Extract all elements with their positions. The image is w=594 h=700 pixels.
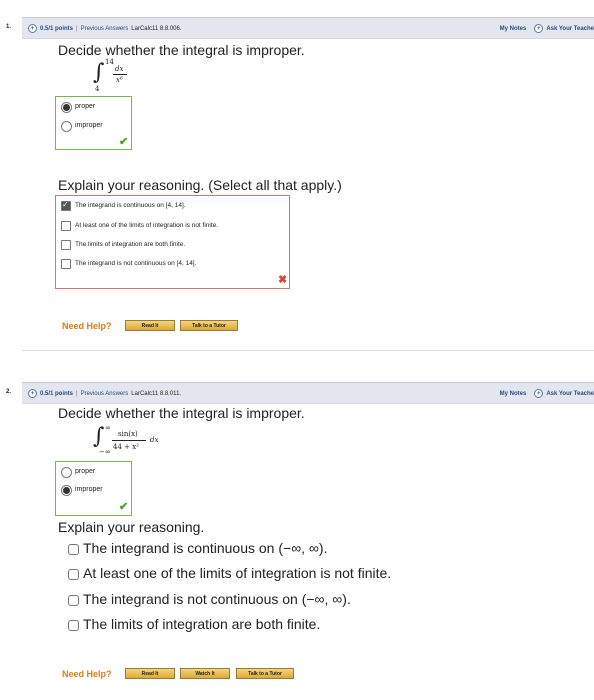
integral-dx: dx xyxy=(150,436,159,444)
ask-label: Ask Your Teache xyxy=(546,390,594,397)
q1-number: 1. xyxy=(6,24,12,30)
section-divider xyxy=(22,350,594,351)
q2-radio-proper[interactable] xyxy=(61,467,72,478)
q1-read-it-button[interactable]: Read It xyxy=(125,320,175,331)
q2-reason-4: The limits of integration are both finite. xyxy=(83,616,321,632)
q1-reason-3: The limits of integration are both finite. xyxy=(75,241,186,248)
q1-radio-improper[interactable] xyxy=(61,121,72,132)
fraction-bar xyxy=(113,74,127,75)
q1-label-proper: proper xyxy=(75,103,96,110)
integral-lower-limit: 4 xyxy=(95,85,100,93)
integral-numerator: sin(x) xyxy=(118,430,138,438)
correct-check-icon: ✔ xyxy=(119,501,129,513)
ask-label: Ask Your Teache xyxy=(546,25,594,32)
q2-ask-teacher-link[interactable] xyxy=(534,389,594,398)
integral-sign: ∫ xyxy=(93,60,105,85)
q1-reason-checkbox-3[interactable] xyxy=(61,240,71,250)
q2-label-improper: improper xyxy=(75,486,103,493)
q2-reason-2: At least one of the limits of integration is not finite. xyxy=(83,565,392,581)
integral-sign: ∫ xyxy=(93,424,105,449)
q1-choice-box xyxy=(55,96,132,150)
q1-reason-1: The integrand is continuous on [4, 14]. xyxy=(75,202,186,209)
q2-talk-to-tutor-button[interactable]: Talk to a Tutor xyxy=(236,668,294,679)
q1-previous-answers-link[interactable]: Previous Answers xyxy=(80,25,129,32)
expand-icon[interactable]: + xyxy=(28,389,37,398)
q1-reason-box xyxy=(55,195,290,289)
q2-reason-checkbox-2[interactable] xyxy=(68,569,79,580)
q2-radio-improper[interactable] xyxy=(61,485,72,496)
q1-label-improper: improper xyxy=(75,122,103,129)
integral-denominator: x⁶ xyxy=(116,76,123,84)
q2-previous-answers-link[interactable]: Previous Answers xyxy=(80,390,129,397)
q2-reason-checkbox-3[interactable] xyxy=(68,595,79,606)
fraction-bar xyxy=(112,440,146,441)
q1-explain-text: Explain your reasoning. (Select all that apply.) xyxy=(58,177,342,193)
integral-denominator: 44 + x² xyxy=(113,443,139,451)
q2-reason-1: The integrand is continuous on (−∞, ∞). xyxy=(83,540,328,556)
q1-points: 0.5/1 points xyxy=(40,25,74,32)
q1-reason-checkbox-2[interactable] xyxy=(61,221,71,231)
q1-need-help: Need Help? xyxy=(62,321,112,331)
integral-upper-limit: 14 xyxy=(105,58,114,66)
q1-header xyxy=(6,17,594,39)
correct-check-icon: ✔ xyxy=(119,136,129,148)
integral-upper-limit: ∞ xyxy=(105,424,111,432)
q1-reason-2: At least one of the limits of integration is not finite. xyxy=(75,222,219,229)
q2-header xyxy=(6,382,594,404)
separator: | xyxy=(76,390,78,397)
q2-points: 0.5/1 points xyxy=(40,390,74,397)
q1-reason-4: The integrand is not continuous on [4, 14]. xyxy=(75,260,197,267)
q1-my-notes-link[interactable]: My Notes xyxy=(499,25,527,32)
expand-icon[interactable]: + xyxy=(28,24,37,33)
q2-reason-checkbox-1[interactable] xyxy=(68,544,79,555)
q1-ask-teacher-link[interactable] xyxy=(534,24,594,33)
q2-reference: LarCalc11 8.8.011. xyxy=(131,390,182,397)
incorrect-x-icon: ✖ xyxy=(278,274,288,286)
q1-reason-checkbox-4[interactable] xyxy=(61,259,71,269)
plus-circle-icon: + xyxy=(534,24,543,33)
q2-need-help: Need Help? xyxy=(62,669,112,679)
q2-watch-it-button[interactable]: Watch It xyxy=(180,668,230,679)
q1-question-text: Decide whether the integral is improper. xyxy=(58,42,305,58)
q2-question-text: Decide whether the integral is improper. xyxy=(58,405,305,421)
q2-explain-text: Explain your reasoning. xyxy=(58,519,205,535)
q2-number: 2. xyxy=(6,389,12,395)
q1-reference: LarCalc11 8.8.006. xyxy=(131,25,182,32)
q2-my-notes-link[interactable]: My Notes xyxy=(499,390,527,397)
q2-reason-checkbox-4[interactable] xyxy=(68,620,79,631)
q2-choice-box xyxy=(55,461,132,516)
q2-read-it-button[interactable]: Read It xyxy=(125,668,175,679)
separator: | xyxy=(76,25,78,32)
integral-numerator: dx xyxy=(115,65,124,73)
q2-reason-3: The integrand is not continuous on (−∞, ∞). xyxy=(83,591,351,607)
integral-lower-limit: −∞ xyxy=(99,448,111,456)
q2-label-proper: proper xyxy=(75,468,96,475)
q1-talk-to-tutor-button[interactable]: Talk to a Tutor xyxy=(180,320,238,331)
q1-reason-checkbox-1[interactable] xyxy=(61,201,71,211)
q1-radio-proper[interactable] xyxy=(61,102,72,113)
plus-circle-icon: + xyxy=(534,389,543,398)
